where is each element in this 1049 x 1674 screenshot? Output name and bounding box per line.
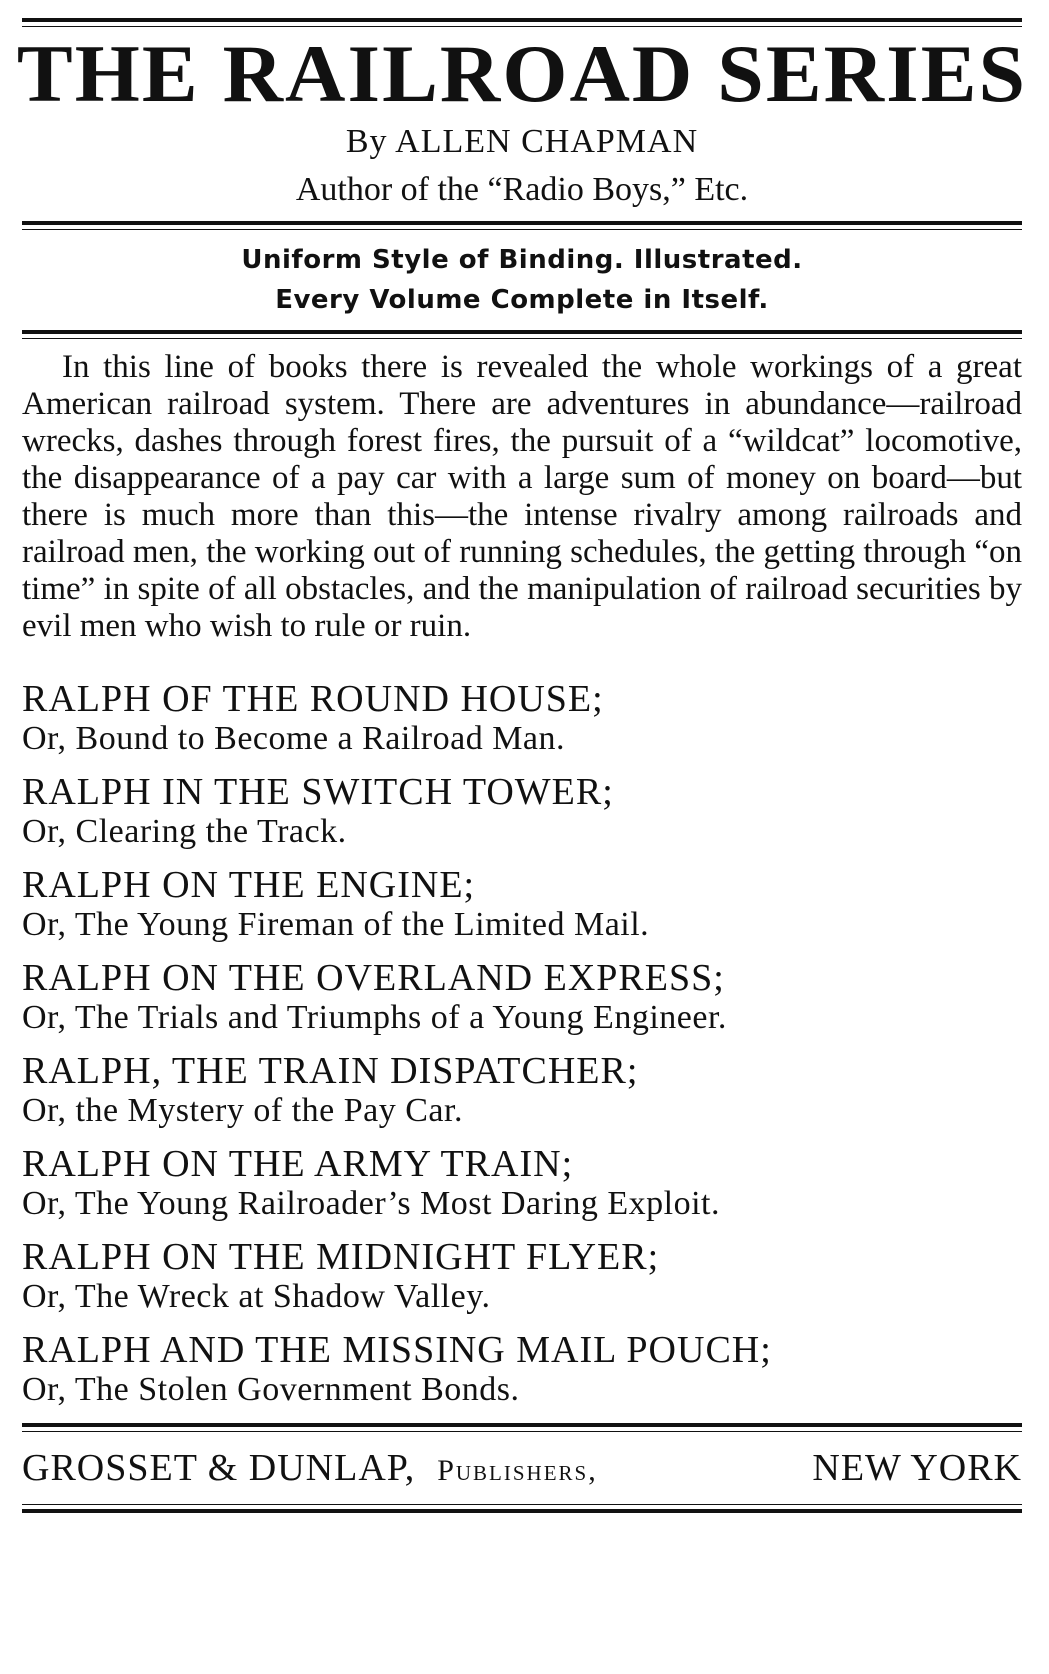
book-list [22,678,1022,1409]
book-title: RALPH ON THE ENGINE; [22,864,476,906]
footer-rule [22,1423,1022,1432]
book-entry [22,1050,1022,1130]
book-entry [22,678,1022,758]
book-subtitle: Or, Clearing the Track. [22,813,347,850]
book-subtitle: Or, The Trials and Triumphs of a Young Engineer. [22,999,727,1036]
publisher-role: Publishers, [437,1454,598,1487]
book-title: RALPH ON THE MIDNIGHT FLYER; [22,1236,660,1278]
book-subtitle: Or, The Young Railroader’s Most Daring Exploit. [22,1185,721,1222]
publisher-name: GROSSET & DUNLAP, [22,1447,416,1489]
book-entry [22,1143,1022,1223]
book-entry [22,1329,1022,1409]
features-line-1: Uniform Style of Binding. Illustrated. [241,245,803,275]
book-title: RALPH OF THE ROUND HOUSE; [22,678,604,720]
features-block [22,240,1022,320]
top-rule [22,18,1022,27]
book-subtitle: Or, The Stolen Government Bonds. [22,1371,520,1408]
features-line-2: Every Volume Complete in Itself. [275,285,769,315]
book-title: RALPH IN THE SWITCH TOWER; [22,771,614,813]
book-title: RALPH, THE TRAIN DISPATCHER; [22,1050,639,1092]
series-title: THE RAILROAD SERIES [16,28,1028,119]
book-entry [22,864,1022,944]
publisher-line [22,1446,1022,1490]
advertisement-page [16,18,1028,1513]
book-entry [22,1236,1022,1316]
book-title: RALPH ON THE ARMY TRAIN; [22,1143,574,1185]
bottom-rule [22,1504,1022,1513]
book-title: RALPH AND THE MISSING MAIL POUCH; [22,1329,772,1371]
book-subtitle: Or, The Young Fireman of the Limited Mail. [22,906,650,943]
author-line: By ALLEN CHAPMAN [345,123,699,160]
book-entry [22,771,1022,851]
book-subtitle: Or, The Wreck at Shadow Valley. [22,1278,491,1315]
features-rule [22,330,1022,339]
series-description: In this line of books there is revealed the whole workings of a great American railroad system. There are adventures in abundance—railroad wrecks, dashes through forest fires, the pursuit of a “wildcat” locomotive, the disappearance of a pay car with a large sum of money on board—but there is much more than this—the intense rivalry among railroads and railroad men, the working out of running schedules, the getting through “on time” in spite of all obstacles, and the manipulation of railroad securities by evil men who wish to rule or ruin. [22,349,1022,644]
author-note: Author of the “Radio Boys,” Etc. [295,171,749,208]
book-title: RALPH ON THE OVERLAND EXPRESS; [22,957,725,999]
book-entry [22,957,1022,1037]
book-subtitle: Or, Bound to Become a Railroad Man. [22,720,566,757]
book-subtitle: Or, the Mystery of the Pay Car. [22,1092,463,1129]
header-rule [22,221,1022,230]
publisher-city: NEW YORK [812,1447,1022,1489]
